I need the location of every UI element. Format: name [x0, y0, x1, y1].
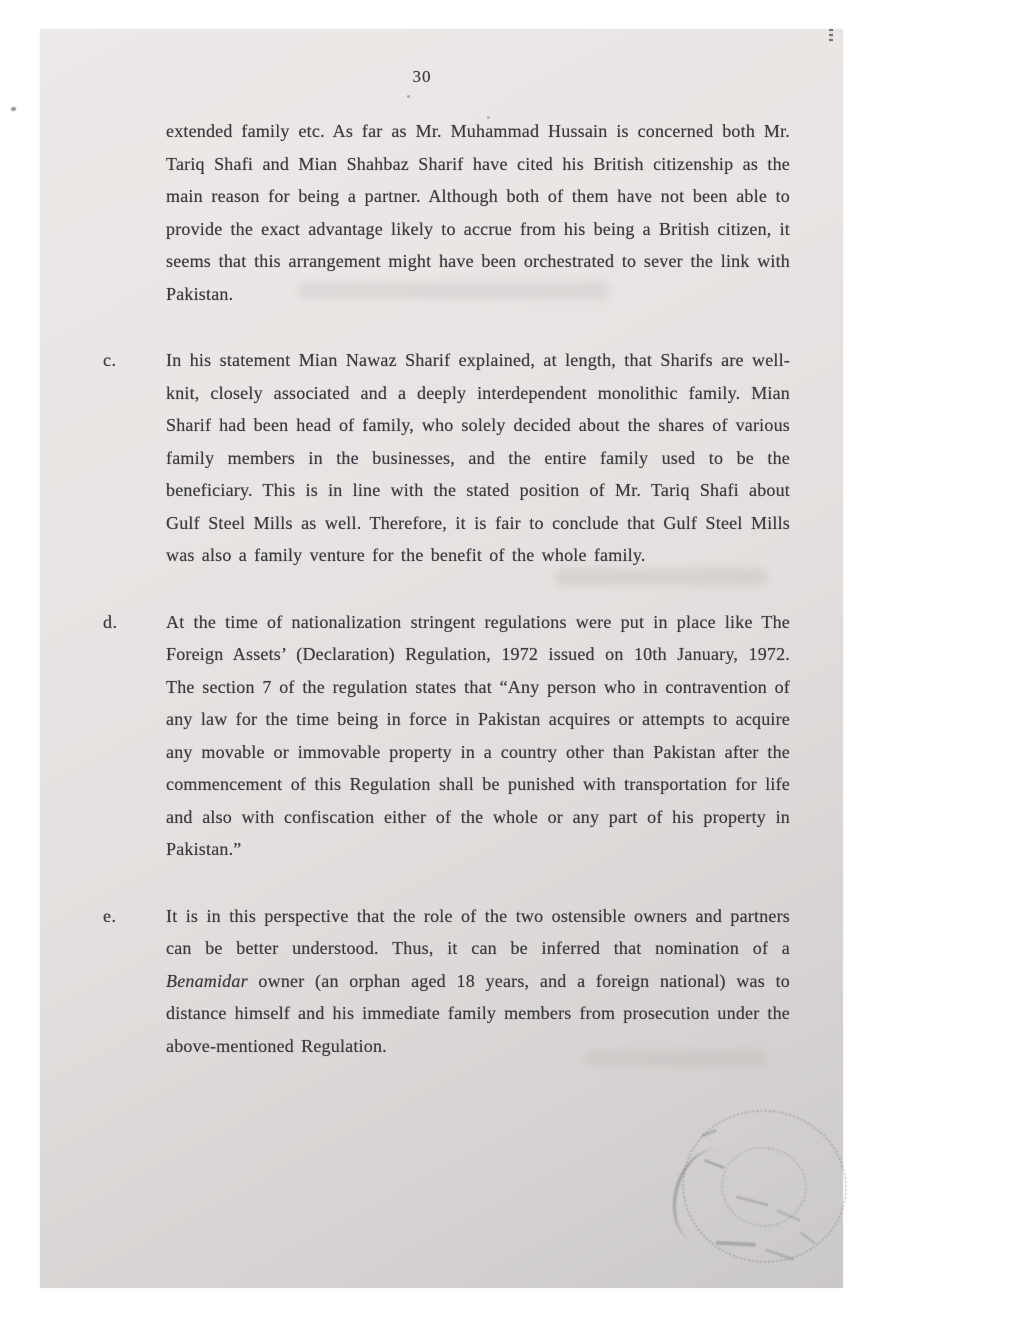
- paragraph-c: [103, 344, 790, 572]
- scan-speck-icon: [407, 95, 410, 98]
- paragraph-e-text-before: It is in this perspective that the role of the two ostensible owners and partners can be better understood. Thus, it can be inferred that nomination of a: [166, 905, 790, 958]
- paragraph-intro: [166, 115, 790, 310]
- paragraph-e: [103, 900, 790, 1063]
- paragraph-e-text: [166, 900, 790, 1063]
- paragraph-d-text: At the time of nationalization stringent regulations were put in place like The Foreign Assets’ (Declaration) Regulation, 1972 issued on 10th January, 1972. The section 7 of the regulation states that “Any person who in contravention of any law for the time being in force in Pakistan acquires or attempts to acquire any movable or immovable property in a country other than Pakistan after the commencement of this Regulation shall be punished with transportation for life and also with confiscation either of the whole or any part of his property in Pakistan.”: [166, 611, 790, 859]
- page-number: 30: [412, 67, 432, 86]
- paragraph-intro-text: extended family etc. As far as Mr. Muhammad Hussain is concerned both Mr. Tariq Shafi and Mian Shahbaz Sharif have cited his British citizenship as the main reason for being a partner. Although both of them have not been able to provide the exact advantage likely to accrue from his being a British citizen, it seems that this arrangement might have been orchestrated to sever the link with Pakistan.: [166, 121, 790, 304]
- paragraph-c-label: c.: [103, 350, 117, 370]
- paragraph-c-text: In his statement Mian Nawaz Sharif explained, at length, that Sharifs are well-knit, closely associated and a deeply interdependent monolithic family. Mian Sharif had been head of family, who solely decided about the shares of various family members in the businesses, and the entire family used to be the beneficiary. This is in line with the stated position of Mr. Tariq Shafi about Gulf Steel Mills as well. Therefore, it is fair to conclude that Gulf Steel Mills was also a family venture for the benefit of the whole family.: [166, 350, 790, 565]
- document-page: [40, 29, 843, 1288]
- paragraph-d: [103, 606, 790, 866]
- paragraph-d-label: d.: [103, 611, 118, 632]
- scan-artifact-icon: [829, 29, 833, 42]
- paragraph-e-text-after: owner (an orphan aged 18 years, and a foreign national) was to distance himself and his immediate family members from prosecution under the above-mentioned Regulation.: [166, 970, 790, 1056]
- scan-speck-icon: [11, 107, 16, 111]
- document-body: [103, 115, 790, 1096]
- circular-ink-stamp-icon: [666, 1093, 867, 1280]
- paragraph-e-label: e.: [103, 905, 117, 926]
- paragraph-e-italic-term: Benamidar: [166, 970, 248, 991]
